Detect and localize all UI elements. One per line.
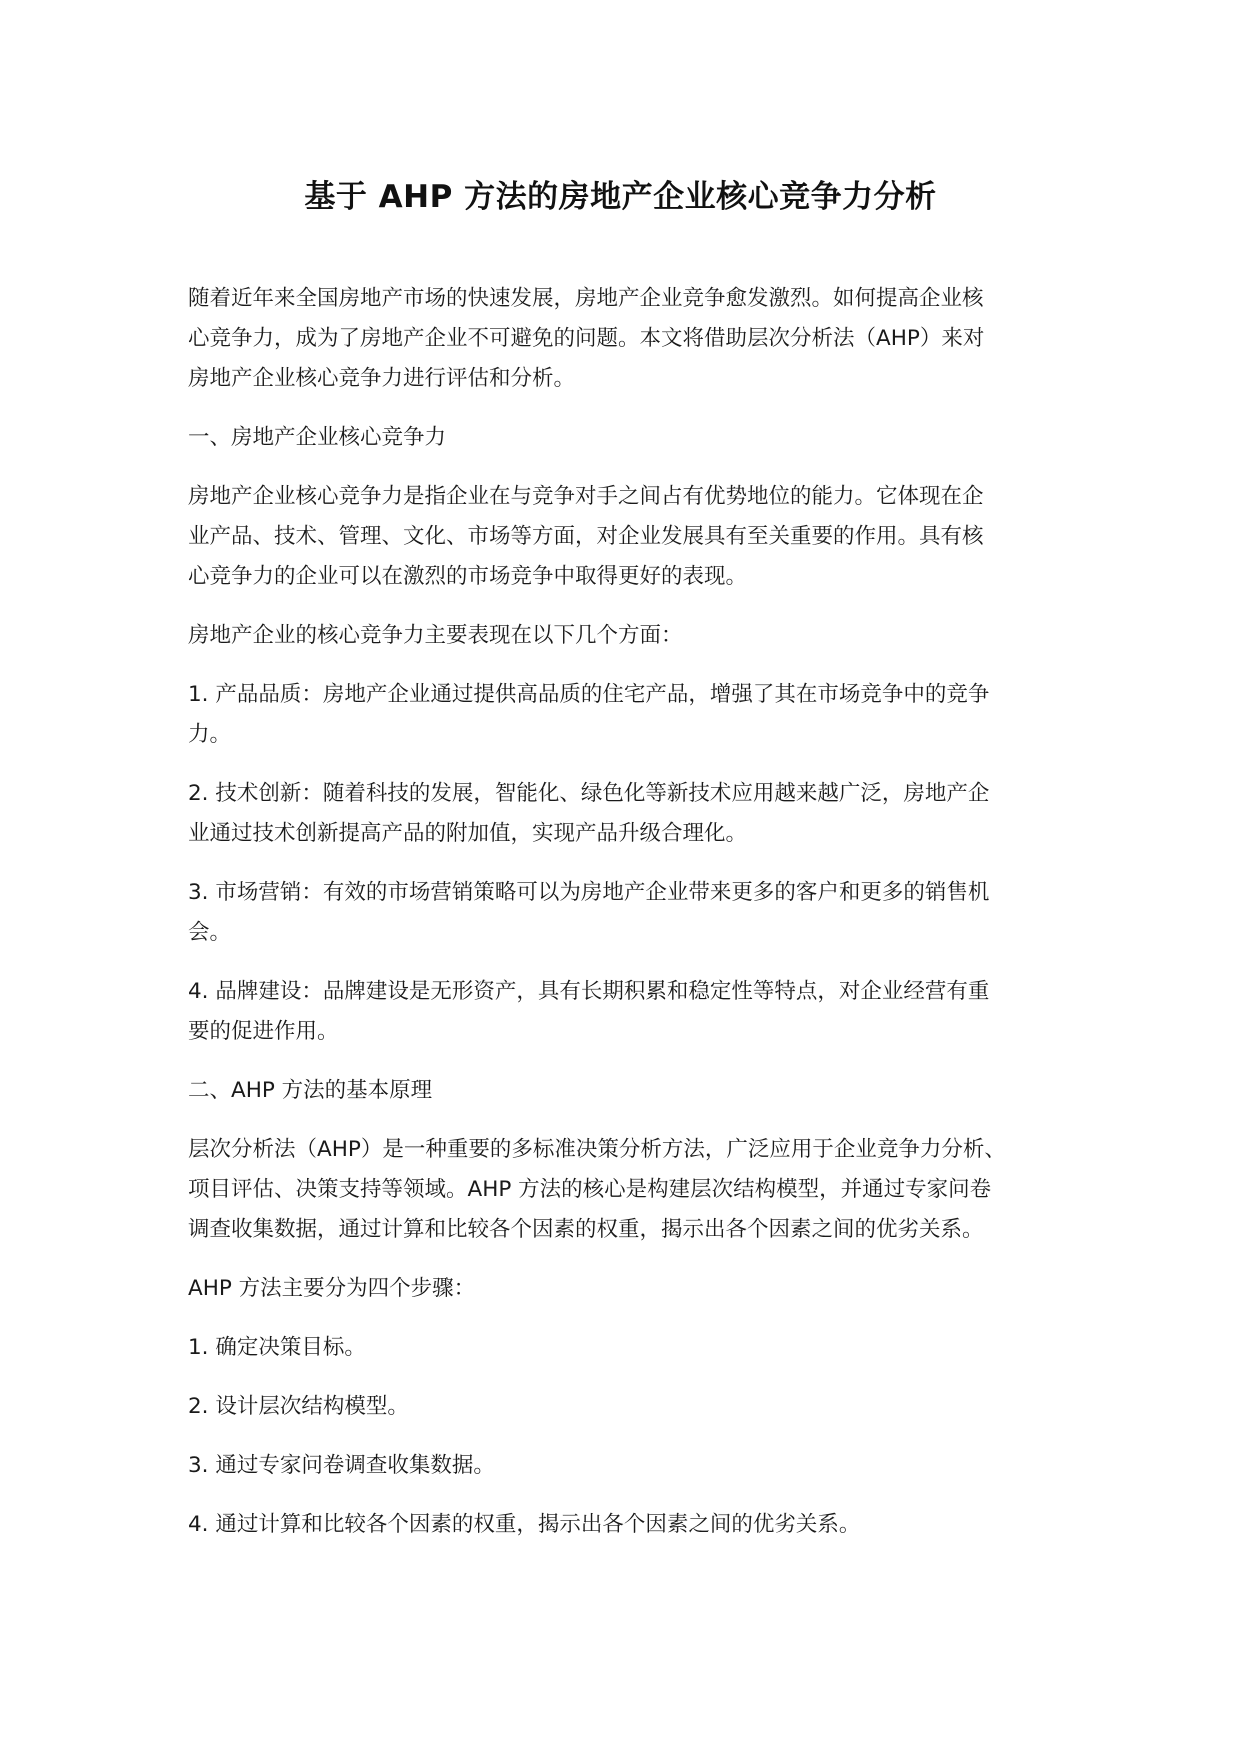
- text-line: 3. 市场营销：有效的市场营销策略可以为房地产企业带来更多的客户和更多的销售机: [188, 880, 990, 905]
- paragraph: [188, 1328, 1068, 1368]
- paragraph: [188, 616, 1068, 656]
- paragraph: [188, 873, 1068, 953]
- text-line: 一、房地产企业核心竞争力: [188, 425, 447, 450]
- paragraph: [188, 1505, 1068, 1545]
- text-line: 2. 技术创新：随着科技的发展，智能化、绿色化等新技术应用越来越广泛，房地产企: [188, 781, 990, 806]
- text-line: 力。: [188, 722, 232, 747]
- text-line: 4. 品牌建设：品牌建设是无形资产，具有长期积累和稳定性等特点，对企业经营有重: [188, 979, 990, 1004]
- document-title: 基于 AHP 方法的房地产企业核心竞争力分析: [304, 179, 937, 215]
- text-line: 房地产企业的核心竞争力主要表现在以下几个方面：: [188, 623, 683, 648]
- text-line: 心竞争力的企业可以在激烈的市场竞争中取得更好的表现。: [188, 564, 748, 589]
- paragraph: [188, 675, 1068, 755]
- paragraph: [188, 418, 1068, 458]
- paragraph: [188, 1071, 1068, 1111]
- text-line: 房地产企业核心竞争力是指企业在与竞争对手之间占有优势地位的能力。它体现在企: [188, 484, 984, 509]
- text-line: 业产品、技术、管理、文化、市场等方面，对企业发展具有至关重要的作用。具有核: [188, 524, 984, 549]
- paragraph: [188, 1269, 1068, 1309]
- paragraph: [188, 477, 1068, 597]
- text-line: 二、AHP 方法的基本原理: [188, 1078, 433, 1103]
- text-line: 要的促进作用。: [188, 1019, 339, 1044]
- text-line: 房地产企业核心竞争力进行评估和分析。: [188, 366, 576, 391]
- text-line: 会。: [188, 920, 232, 945]
- text-line: 层次分析法（AHP）是一种重要的多标准决策分析方法，广泛应用于企业竞争力分析、: [188, 1137, 1006, 1162]
- text-line: 业通过技术创新提高产品的附加值，实现产品升级合理化。: [188, 821, 748, 846]
- paragraph: [188, 1387, 1068, 1427]
- text-line: 4. 通过计算和比较各个因素的权重，揭示出各个因素之间的优劣关系。: [188, 1512, 861, 1537]
- paragraph: [188, 774, 1068, 854]
- text-line: 项目评估、决策支持等领域。AHP 方法的核心是构建层次结构模型，并通过专家问卷: [188, 1177, 992, 1202]
- text-line: 3. 通过专家问卷调查收集数据。: [188, 1453, 495, 1478]
- text-line: 2. 设计层次结构模型。: [188, 1394, 409, 1419]
- paragraph: [188, 1130, 1068, 1250]
- paragraph: [188, 972, 1068, 1052]
- text-line: 1. 产品品质：房地产企业通过提供高品质的住宅产品，增强了其在市场竞争中的竞争: [188, 682, 990, 707]
- text-line: 随着近年来全国房地产市场的快速发展，房地产企业竞争愈发激烈。如何提高企业核: [188, 286, 984, 311]
- text-line: 调查收集数据，通过计算和比较各个因素的权重，揭示出各个因素之间的优劣关系。: [188, 1217, 984, 1242]
- text-line: 心竞争力，成为了房地产企业不可避免的问题。本文将借助层次分析法（AHP）来对: [188, 326, 985, 351]
- text-line: 1. 确定决策目标。: [188, 1335, 366, 1360]
- paragraph: [188, 279, 1068, 399]
- paragraph: [188, 1446, 1068, 1486]
- document-body: [188, 279, 1068, 1564]
- text-line: AHP 方法主要分为四个步骤：: [188, 1276, 476, 1301]
